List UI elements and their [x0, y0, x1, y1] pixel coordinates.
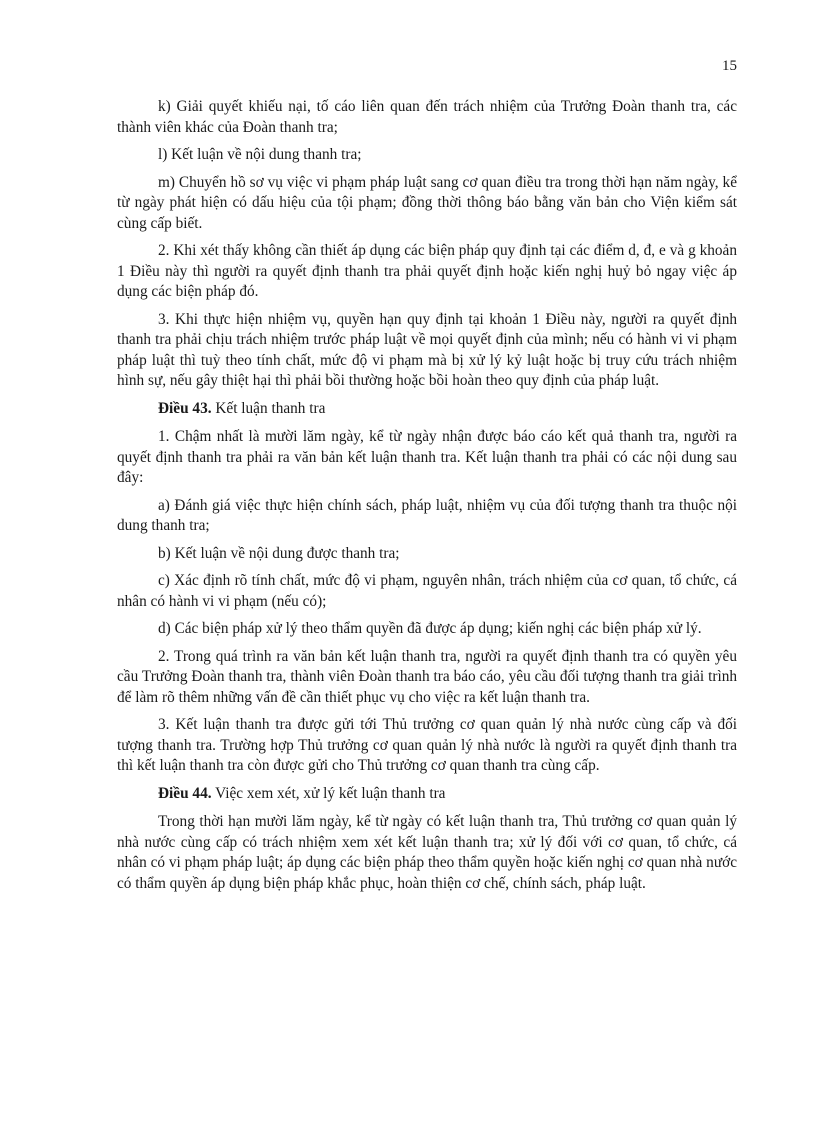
article-44-label: Điều 44.	[158, 784, 212, 802]
article-43-point-b: b) Kết luận về nội dung được thanh tra;	[158, 544, 400, 562]
paragraph-m: m) Chuyển hồ sơ vụ việc vi phạm pháp luật sang cơ quan điều tra trong thời hạn năm ngày, kể từ ngày phát hiện có dấu hiệu của tội phạm; đồng thời thông báo bằng văn bản cho Viện kiểm sát cùng cấp biết.	[117, 173, 737, 232]
article-43-point-a: a) Đánh giá việc thực hiện chính sách, pháp luật, nhiệm vụ của đối tượng thanh tra thuộc nội dung thanh tra;	[117, 496, 737, 534]
document-body	[117, 97, 737, 901]
paragraph-k: k) Giải quyết khiếu nại, tố cáo liên quan đến trách nhiệm của Trưởng Đoàn thanh tra, các thành viên khác của Đoàn thanh tra;	[117, 98, 737, 136]
article-43-point-c: c) Xác định rõ tính chất, mức độ vi phạm, nguyên nhân, trách nhiệm của cơ quan, tổ chức, cá nhân có hành vi vi phạm (nếu có);	[117, 572, 737, 610]
article-43-label: Điều 43.	[158, 399, 212, 417]
article-43-title: Kết luận thanh tra	[211, 399, 326, 417]
page-number: 15	[722, 58, 737, 74]
paragraph-clause-2: 2. Khi xét thấy không cần thiết áp dụng các biện pháp quy định tại các điểm d, đ, e và g khoản 1 Điều này thì người ra quyết định thanh tra phải quyết định hoặc kiến nghị huỷ bỏ ngay việc áp dụng các biện pháp đó.	[117, 242, 737, 300]
paragraph-clause-3: 3. Khi thực hiện nhiệm vụ, quyền hạn quy định tại khoản 1 Điều này, người ra quyết định thanh tra phải chịu trách nhiệm trước pháp luật về mọi quyết định của mình; nếu có hành vi vi phạm pháp luật thì tuỳ theo tính chất, mức độ vi phạm mà bị xử lý kỷ luật hoặc bị truy cứu trách nhiệm hình sự, nếu gây thiệt hại thì phải bồi thường hoặc bồi hoàn theo quy định của pháp luật.	[117, 310, 737, 389]
paragraph-l: l) Kết luận về nội dung thanh tra;	[158, 146, 362, 163]
article-44-body: Trong thời hạn mười lăm ngày, kể từ ngày có kết luận thanh tra, Thủ trưởng cơ quan quản lý nhà nước cùng cấp có trách nhiệm xem xét kết luận thanh tra; xử lý đối với cơ quan, tổ chức, cá nhân có vi phạm pháp luật; áp dụng các biện pháp theo thẩm quyền hoặc kiến nghị cơ quan nhà nước có thẩm quyền áp dụng biện pháp khắc phục, hoàn thiện cơ chế, chính sách, pháp luật.	[117, 813, 737, 892]
article-43-clause-3: 3. Kết luận thanh tra được gửi tới Thủ trưởng cơ quan quản lý nhà nước cùng cấp và đối tượng thanh tra. Trường hợp Thủ trưởng cơ quan quản lý nhà nước là người ra quyết định thanh tra thì kết luận thanh tra còn được gửi cho Thủ trưởng cơ quan thanh tra cùng cấp.	[117, 716, 737, 774]
article-43-heading	[117, 399, 737, 420]
article-43-clause-1: 1. Chậm nhất là mười lăm ngày, kể từ ngày nhận được báo cáo kết quả thanh tra, người ra quyết định thanh tra phải ra văn bản kết luận thanh tra. Kết luận thanh tra phải có các nội dung sau đây:	[117, 428, 737, 486]
article-44-heading	[117, 784, 737, 805]
article-44-title: Việc xem xét, xử lý kết luận thanh tra	[211, 784, 446, 802]
article-43-point-d: d) Các biện pháp xử lý theo thẩm quyền đã được áp dụng; kiến nghị các biện pháp xử lý.	[158, 620, 702, 637]
article-43-clause-2: 2. Trong quá trình ra văn bản kết luận thanh tra, người ra quyết định thanh tra có quyền yêu cầu Trưởng Đoàn thanh tra, thành viên Đoàn thanh tra báo cáo, yêu cầu đối tượng thanh tra giải trình để làm rõ thêm những vấn đề cần thiết phục vụ cho việc ra kết luận thanh tra.	[117, 647, 737, 706]
